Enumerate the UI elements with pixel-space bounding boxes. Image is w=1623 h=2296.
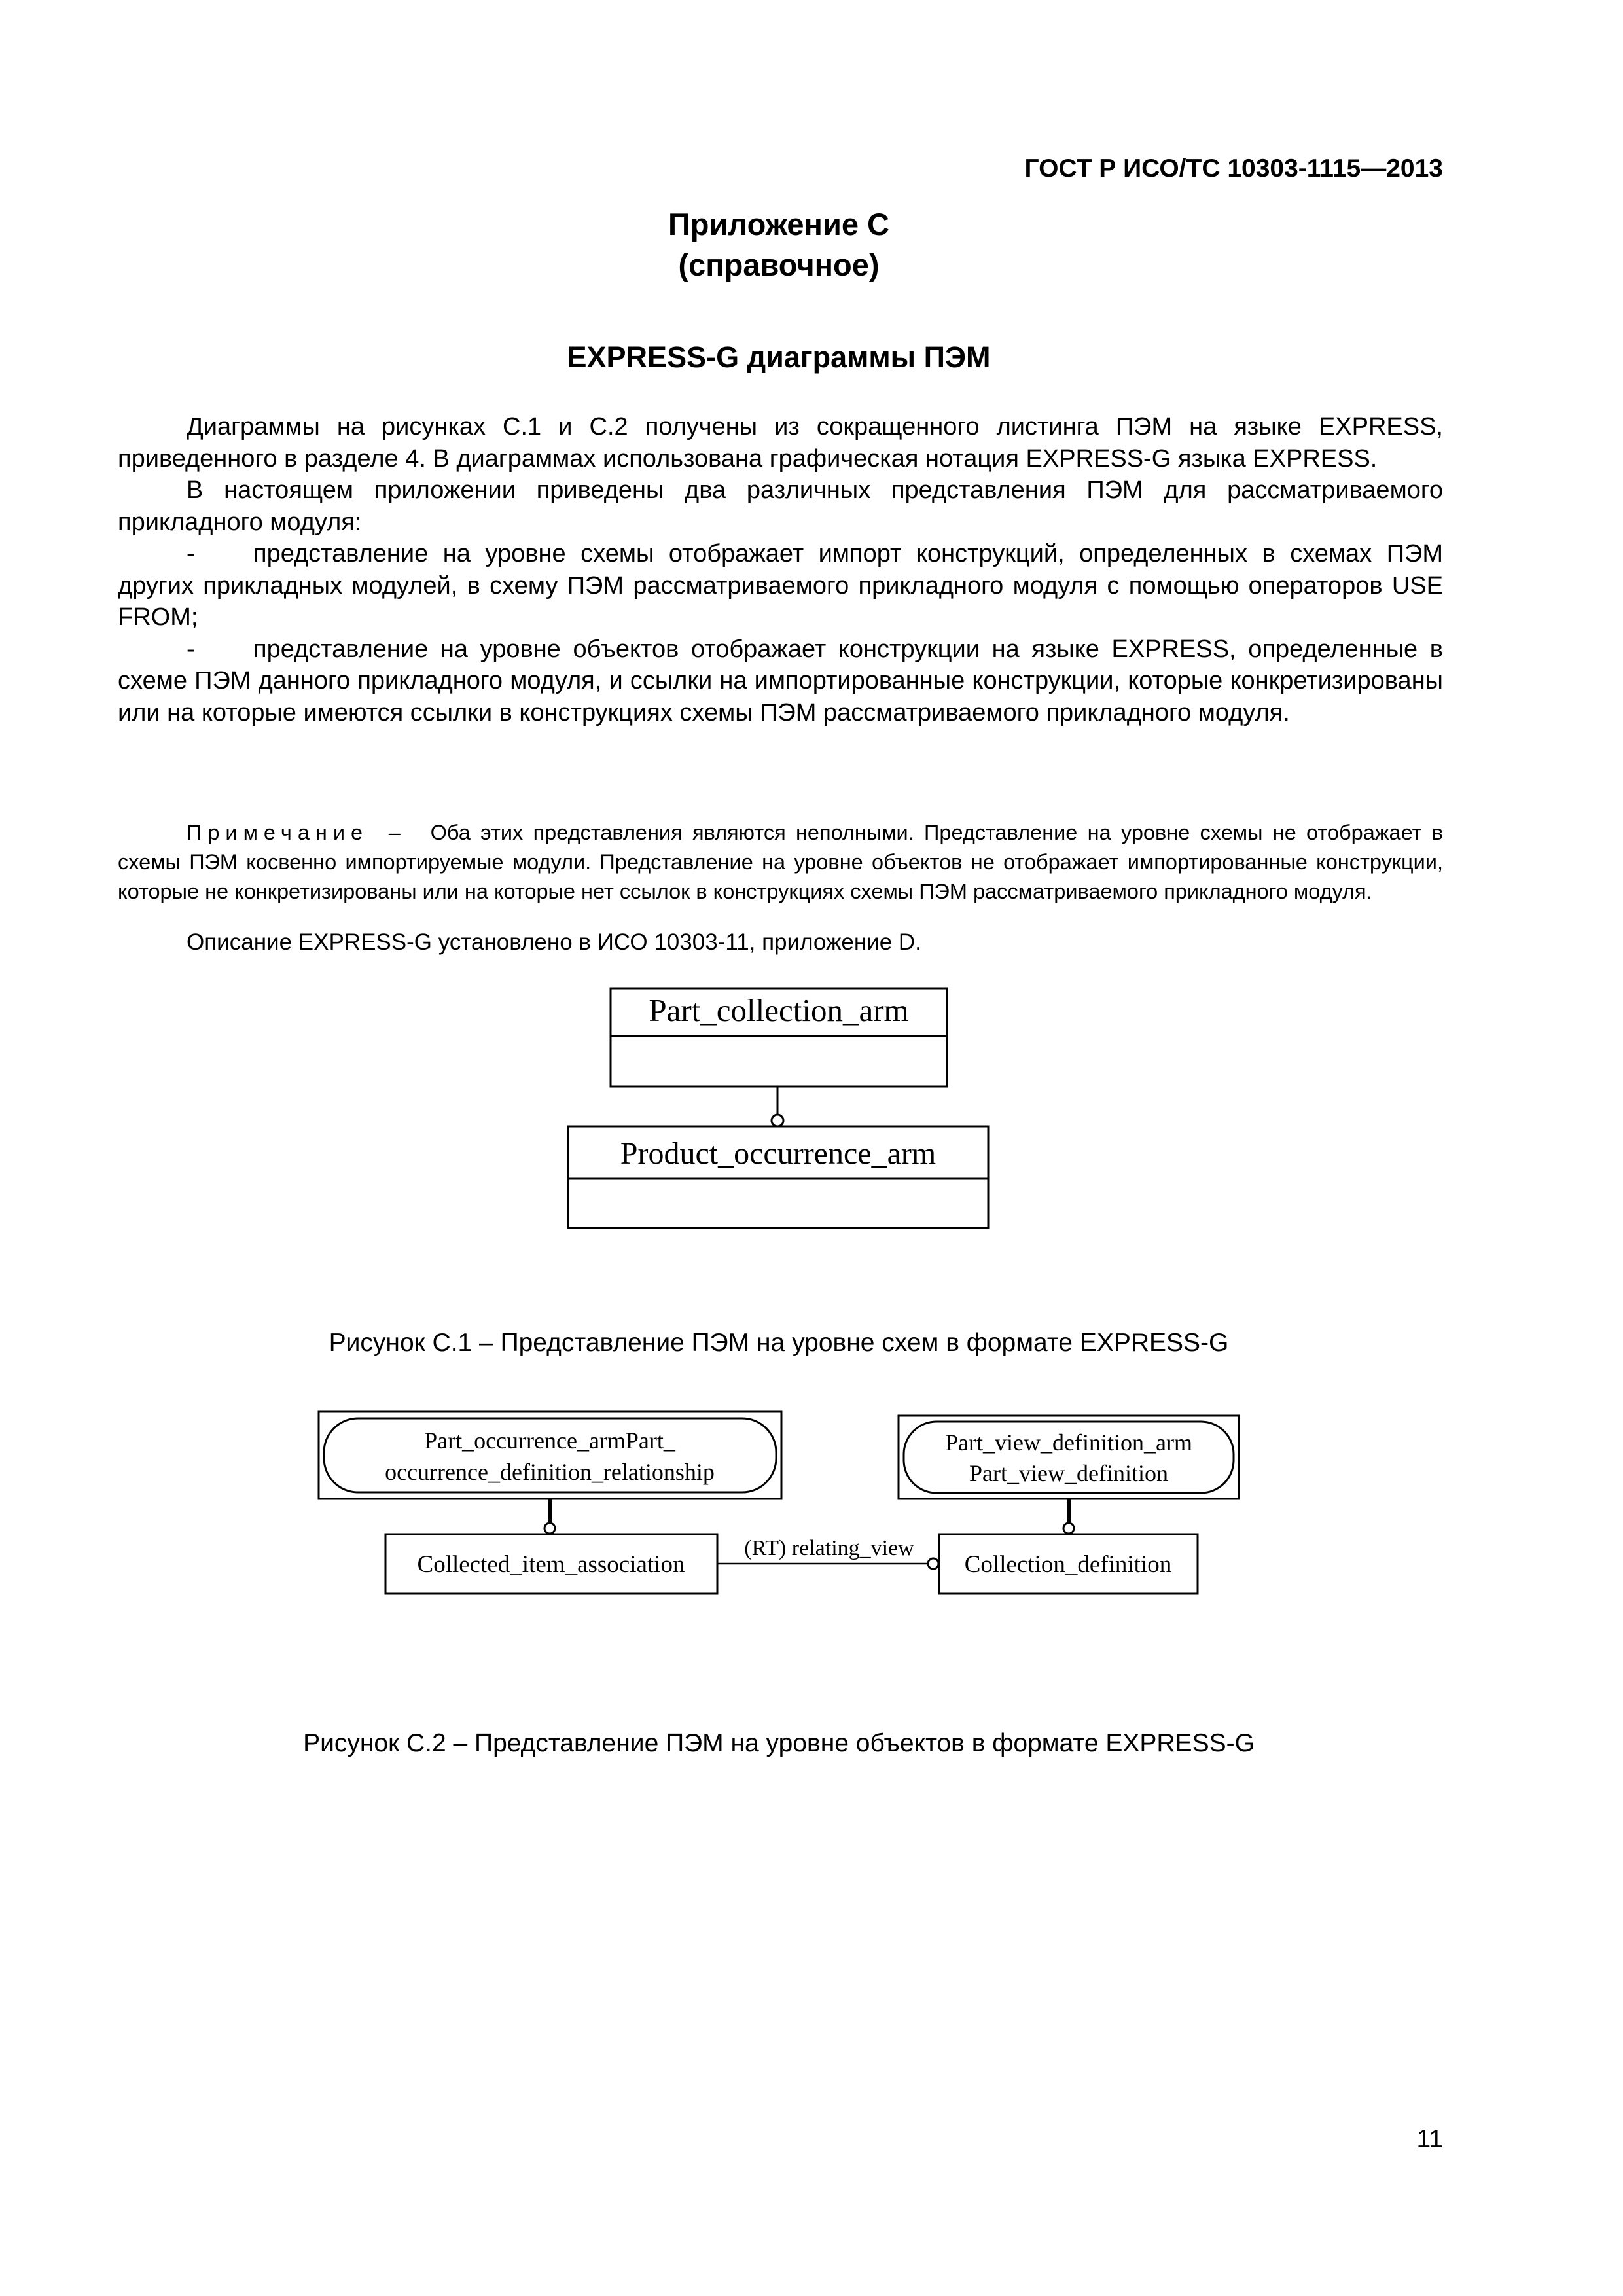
- list-item-text: представление на уровне схемы отображает импорт конструкций, определенных в схемах ПЭМ других прикладных модулей, в схему ПЭМ рассматриваемого прикладного модуля с помощью операторов USE FROM;: [118, 540, 1443, 631]
- page-number: 11: [1416, 2125, 1443, 2153]
- right-ref-circle: [1063, 1523, 1074, 1534]
- ref-right-label-line1: Part_view_definition_arm: [945, 1429, 1192, 1456]
- entity-label-left: Collected_item_association: [417, 1551, 685, 1578]
- note-text: Оба этих представления являются неполными. Представление на уровне схемы не отображает в схемы ПЭМ косвенно импортируемые модули. Представление на уровне объектов не отображает импортированные конструкции, которые не конкретизированы или на которые нет ссылок в конструкциях схемы ПЭМ рассматриваемого прикладного модуля.: [118, 821, 1444, 903]
- note-label: Примечание: [187, 821, 369, 844]
- annex-subtitle: (справочное): [678, 247, 880, 282]
- annex-title: Приложение С: [668, 207, 889, 242]
- relation-label: (RT) relating_view: [744, 1536, 914, 1560]
- figure1-caption: Рисунок С.1 – Представление ПЭМ на уровне схем в формате EXPRESS-G: [329, 1329, 1229, 1357]
- section-title: EXPRESS-G диаграммы ПЭМ: [567, 340, 991, 374]
- paragraph-2: В настоящем приложении приведены два различных представления ПЭМ для рассматриваемого прикладного модуля:: [118, 476, 1443, 536]
- ref-left-label-line2: occurrence_definition_relationship: [385, 1459, 715, 1485]
- entity-label-right: Collection_definition: [964, 1551, 1172, 1578]
- list-dash: -: [187, 540, 195, 567]
- document-code: ГОСТ Р ИСО/ТС 10303-1115—2013: [1024, 154, 1443, 183]
- figure2-caption: Рисунок С.2 – Представление ПЭМ на уровне объектов в формате EXPRESS-G: [303, 1729, 1255, 1757]
- paragraph-1: Диаграммы на рисунках С.1 и С.2 получены из сокращенного листинга ПЭМ на языке EXPRESS, приведенного в разделе 4. В диаграммах использована графическая нотация EXPRESS-G языка EXPRESS.: [118, 413, 1443, 473]
- ref-right-label-line2: Part_view_definition: [969, 1460, 1168, 1486]
- box-label-part-collection: Part_collection_arm: [649, 992, 909, 1028]
- list-dash: -: [187, 635, 195, 663]
- ref-left-label-line1: Part_occurrence_armPart_: [424, 1427, 675, 1454]
- connector-end-circle: [772, 1115, 783, 1126]
- note-separator: –: [388, 821, 401, 844]
- relation-end-circle: [928, 1558, 938, 1569]
- description-line: Описание EXPRESS-G установлено в ИСО 10303-11, приложение D.: [187, 929, 921, 955]
- list-item-text: представление на уровне объектов отображает конструкции на языке EXPRESS, определенные в схеме ПЭМ данного прикладного модуля, и ссылки на импортированные конструкции, которые конкретизированы или на которые имеются ссылки в конструкциях схемы ПЭМ рассматриваемого прикладного модуля.: [118, 635, 1443, 726]
- box-label-product-occurrence: Product_occurrence_arm: [620, 1136, 936, 1171]
- ref-box-left: [319, 1412, 781, 1499]
- left-ref-circle: [544, 1523, 555, 1534]
